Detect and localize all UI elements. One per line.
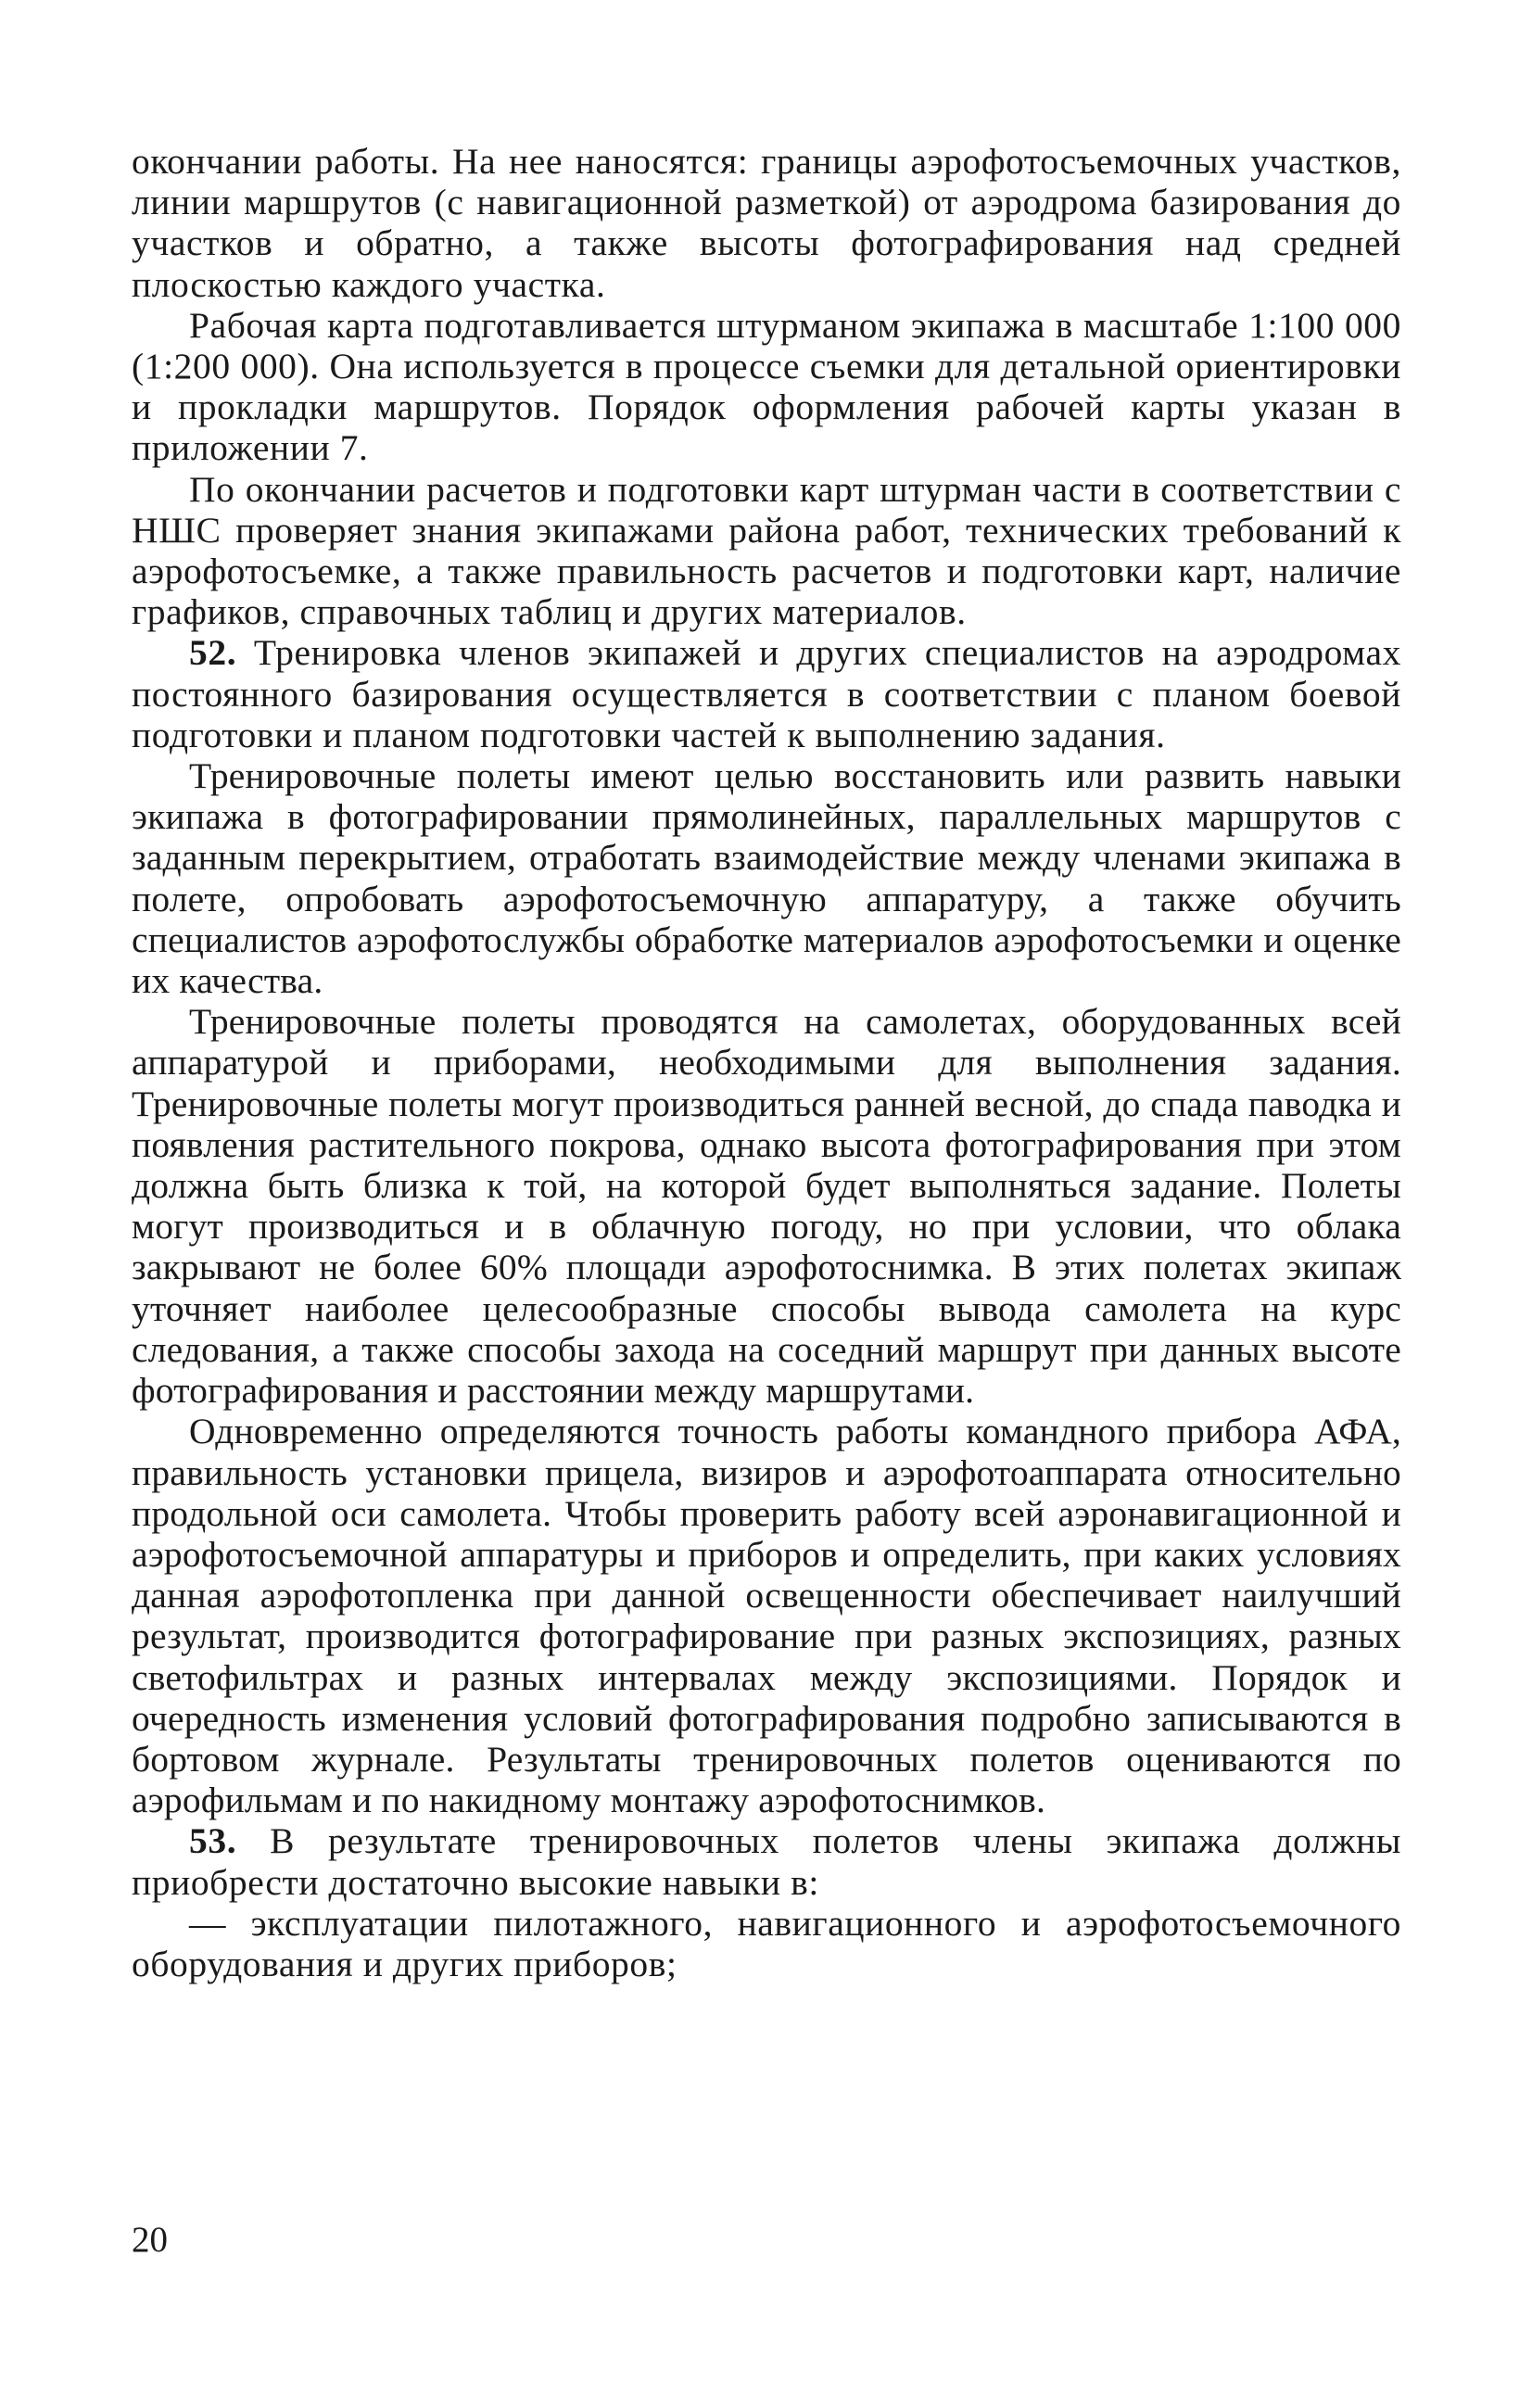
page-body (132, 141, 1401, 1984)
paragraph-5: Тренировочные полеты имеют целью восстановить или развить навыки экипажа в фотографировании прямолинейных, параллельных маршрутов с заданным перекрытием, отработать взаимодействие между членами экипажа в полете, опробовать аэрофотосъемочную аппаратуру, а также обучить специалистов аэрофотослужбы обработке материалов аэрофотосъемки и оценке их качества. (132, 755, 1401, 1002)
paragraph-3: По окончании расчетов и подготовки карт штурман части в соответствии с НШС проверяет знания экипажами района работ, технических требований к аэрофотосъемке, а также правильность расчетов и подготовки карт, наличие графиков, справочных таблиц и других материалов. (132, 468, 1401, 633)
page-number: 20 (132, 2220, 168, 2260)
section-number-52: 52. (189, 632, 237, 674)
paragraph-52 (132, 632, 1401, 755)
paragraph-53 (132, 1820, 1401, 1902)
paragraph-7: Одновременно определяются точность работы командного прибора АФА, правильность установки прицела, визиров и аэрофотоаппарата относительно продольной оси самолета. Чтобы проверить работу всей аэронавигационной и аэрофотосъемочной аппаратуры и приборов и определить, при каких условиях данная аэрофотопленка при данной освещенности обеспечивает наилучший результат, производится фотографирование при разных экспозициях, разных светофильтрах и разных интервалах между экспозициями. Порядок и очередность изменения условий фотографирования подробно записываются в бортовом журнале. Результаты тренировочных полетов оцениваются по аэрофильмам и по накидному монтажу аэрофотоснимков. (132, 1411, 1401, 1821)
list-item-1: — эксплуатации пилотажного, навигационного и аэрофотосъемочного оборудования и других приборов; (132, 1902, 1401, 1984)
paragraph-1: окончании работы. На нее наносятся: границы аэрофотосъемочных участков, линии маршрутов (с навигационной разметкой) от аэродрома базирования до участков и обратно, а также высоты фотографирования над средней плоскостью каждого участка. (132, 141, 1401, 305)
section-number-53: 53. (189, 1820, 237, 1862)
paragraph-6: Тренировочные полеты проводятся на самолетах, оборудованных всей аппаратурой и приборами, необходимыми для выполнения задания. Тренировочные полеты могут производиться ранней весной, до спада паводка и появления растительного покрова, однако высота фотографирования при этом должна быть близка к той, на которой будет выполняться задание. Полеты могут производиться и в облачную погоду, но при условии, что облака закрывают не более 60% площади аэрофотоснимка. В этих полетах экипаж уточняет наиболее целесообразные способы вывода самолета на курс следования, а также способы захода на соседний маршрут при данных высоте фотографирования и расстоянии между маршрутами. (132, 1001, 1401, 1412)
paragraph-2: Рабочая карта подготавливается штурманом экипажа в масштабе 1:100 000 (1:200 000). Она используется в процессе съемки для детальной ориентировки и прокладки маршрутов. Порядок оформления рабочей карты указан в приложении 7. (132, 304, 1401, 469)
paragraph-53-text: В результате тренировочных полетов члены экипажа должны приобрести достаточно высокие навыки в: (132, 1820, 1401, 1903)
paragraph-52-text: Тренировка членов экипажей и других специалистов на аэродромах постоянного базирования осуществляется в соответствии с планом боевой подготовки и планом подготовки частей к выполнению задания. (132, 632, 1401, 755)
